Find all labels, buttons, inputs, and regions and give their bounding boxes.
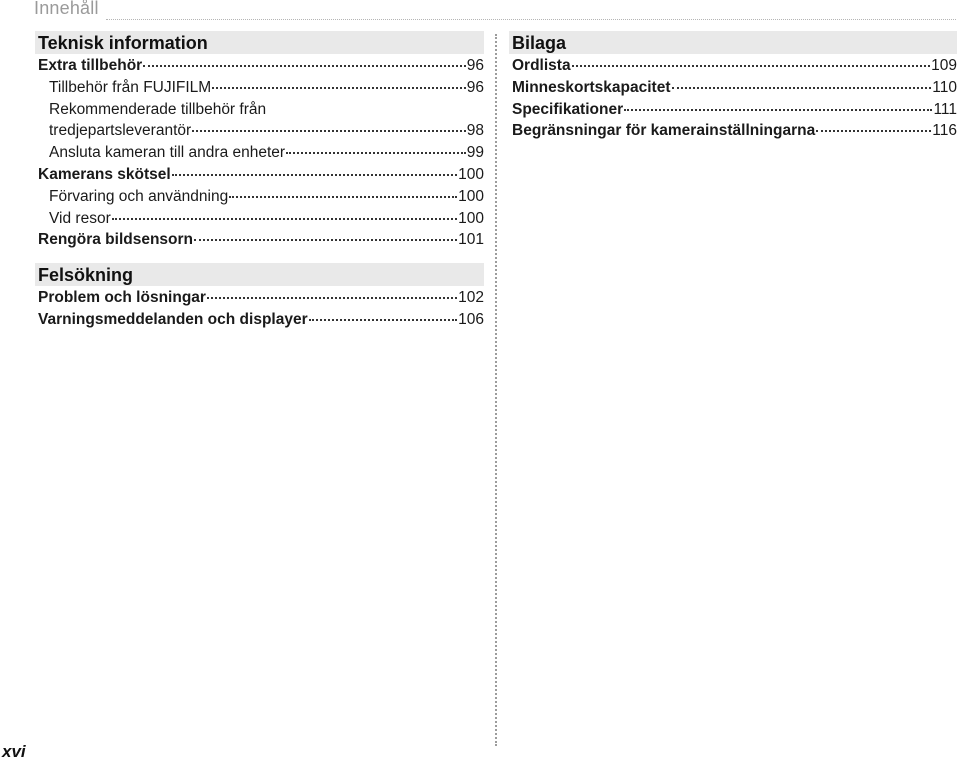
toc-entry-label: Tillbehör från FUJIFILM (49, 78, 212, 96)
toc-entry-label-line1: Rekommenderade tillbehör från (49, 100, 267, 118)
toc-entry-label: Specifikationer (512, 100, 624, 118)
toc-entry-label: Ansluta kameran till andra enheter (49, 144, 286, 162)
toc-entry-ansluta-kameran[interactable] (35, 142, 484, 164)
section-heading: Teknisk information (35, 31, 484, 54)
toc-entry-label: Varningsmeddelanden och displayer (38, 310, 308, 328)
toc-entry-label: Problem och lösningar (38, 289, 206, 307)
toc-page-number: 102 (458, 289, 484, 307)
dot-leader (112, 218, 457, 220)
toc-entry-label: Ordlista (512, 57, 571, 74)
toc-entry-rengora-bildsensorn[interactable] (35, 229, 484, 251)
column-divider (495, 34, 497, 746)
toc-section-bilaga (509, 31, 957, 142)
dot-leader (309, 319, 458, 321)
toc-page-number: 111 (933, 100, 957, 118)
toc-entry-label: Extra tillbehör (38, 57, 143, 74)
dot-leader (194, 239, 457, 241)
dot-leader (624, 109, 932, 111)
toc-section-felsokning (35, 263, 484, 331)
dot-leader (572, 65, 931, 67)
toc-page-number: 100 (458, 165, 484, 183)
toc-page-number: 100 (458, 209, 484, 227)
toc-entry-label: tredjepartsleverantör (49, 122, 192, 140)
header-rule (106, 19, 956, 20)
dot-leader (192, 130, 466, 132)
toc-entry-label: Vid resor (49, 209, 111, 227)
toc-page-number: 100 (458, 187, 484, 205)
dot-leader (672, 87, 932, 89)
toc-page-number: 98 (466, 122, 484, 140)
toc-page-number: 110 (932, 78, 957, 96)
toc-page-number: 106 (458, 310, 484, 328)
toc-page-number: 99 (466, 144, 484, 162)
toc-entry-label: Rengöra bildsensorn (38, 231, 194, 249)
toc-entry-minneskortskapacitet[interactable] (509, 77, 957, 99)
toc-entry-problem-och-losningar[interactable] (35, 287, 484, 309)
dot-leader (229, 196, 457, 198)
toc-entry-extra-tillbehor[interactable] (35, 55, 484, 77)
toc-page-number: 101 (458, 231, 484, 249)
toc-page-number: 96 (466, 78, 484, 96)
toc-entry-label: Minneskortskapacitet (512, 78, 671, 96)
dot-leader (816, 130, 931, 132)
toc-entry-begransningar[interactable] (509, 120, 957, 142)
section-heading: Bilaga (509, 31, 957, 54)
dot-leader (286, 152, 466, 154)
dot-leader (212, 87, 466, 89)
toc-entry-ordlista[interactable] (509, 55, 957, 77)
toc-right-column (509, 31, 957, 150)
toc-page-number: 109 (931, 57, 957, 74)
toc-entry-label: Förvaring och användning (49, 187, 229, 205)
toc-entry-vid-resor[interactable] (35, 208, 484, 230)
toc-entry-label: Begränsningar för kamerainställningarna (512, 122, 816, 140)
page-folio: xvi (2, 742, 26, 761)
dot-leader (143, 65, 466, 67)
section-heading: Felsökning (35, 263, 484, 286)
dot-leader (207, 297, 457, 299)
dot-leader (172, 174, 457, 176)
toc-entry-forvaring[interactable] (35, 186, 484, 208)
toc-entry-label: Kamerans skötsel (38, 165, 171, 183)
toc-entry-varningsmeddelanden[interactable] (35, 309, 484, 331)
toc-entry-tillbehor-fran-fujifilm[interactable] (35, 77, 484, 99)
running-header-title: Innehåll (34, 0, 99, 18)
toc-section-teknisk-information (35, 31, 484, 251)
toc-left-column (35, 31, 484, 339)
toc-entry-kamerans-skotsel[interactable] (35, 164, 484, 186)
toc-entry-specifikationer[interactable] (509, 99, 957, 121)
toc-page-number: 116 (932, 122, 957, 140)
toc-page-number: 96 (466, 57, 484, 74)
toc-entry-rekommenderade-tillbehor[interactable] (35, 99, 484, 143)
